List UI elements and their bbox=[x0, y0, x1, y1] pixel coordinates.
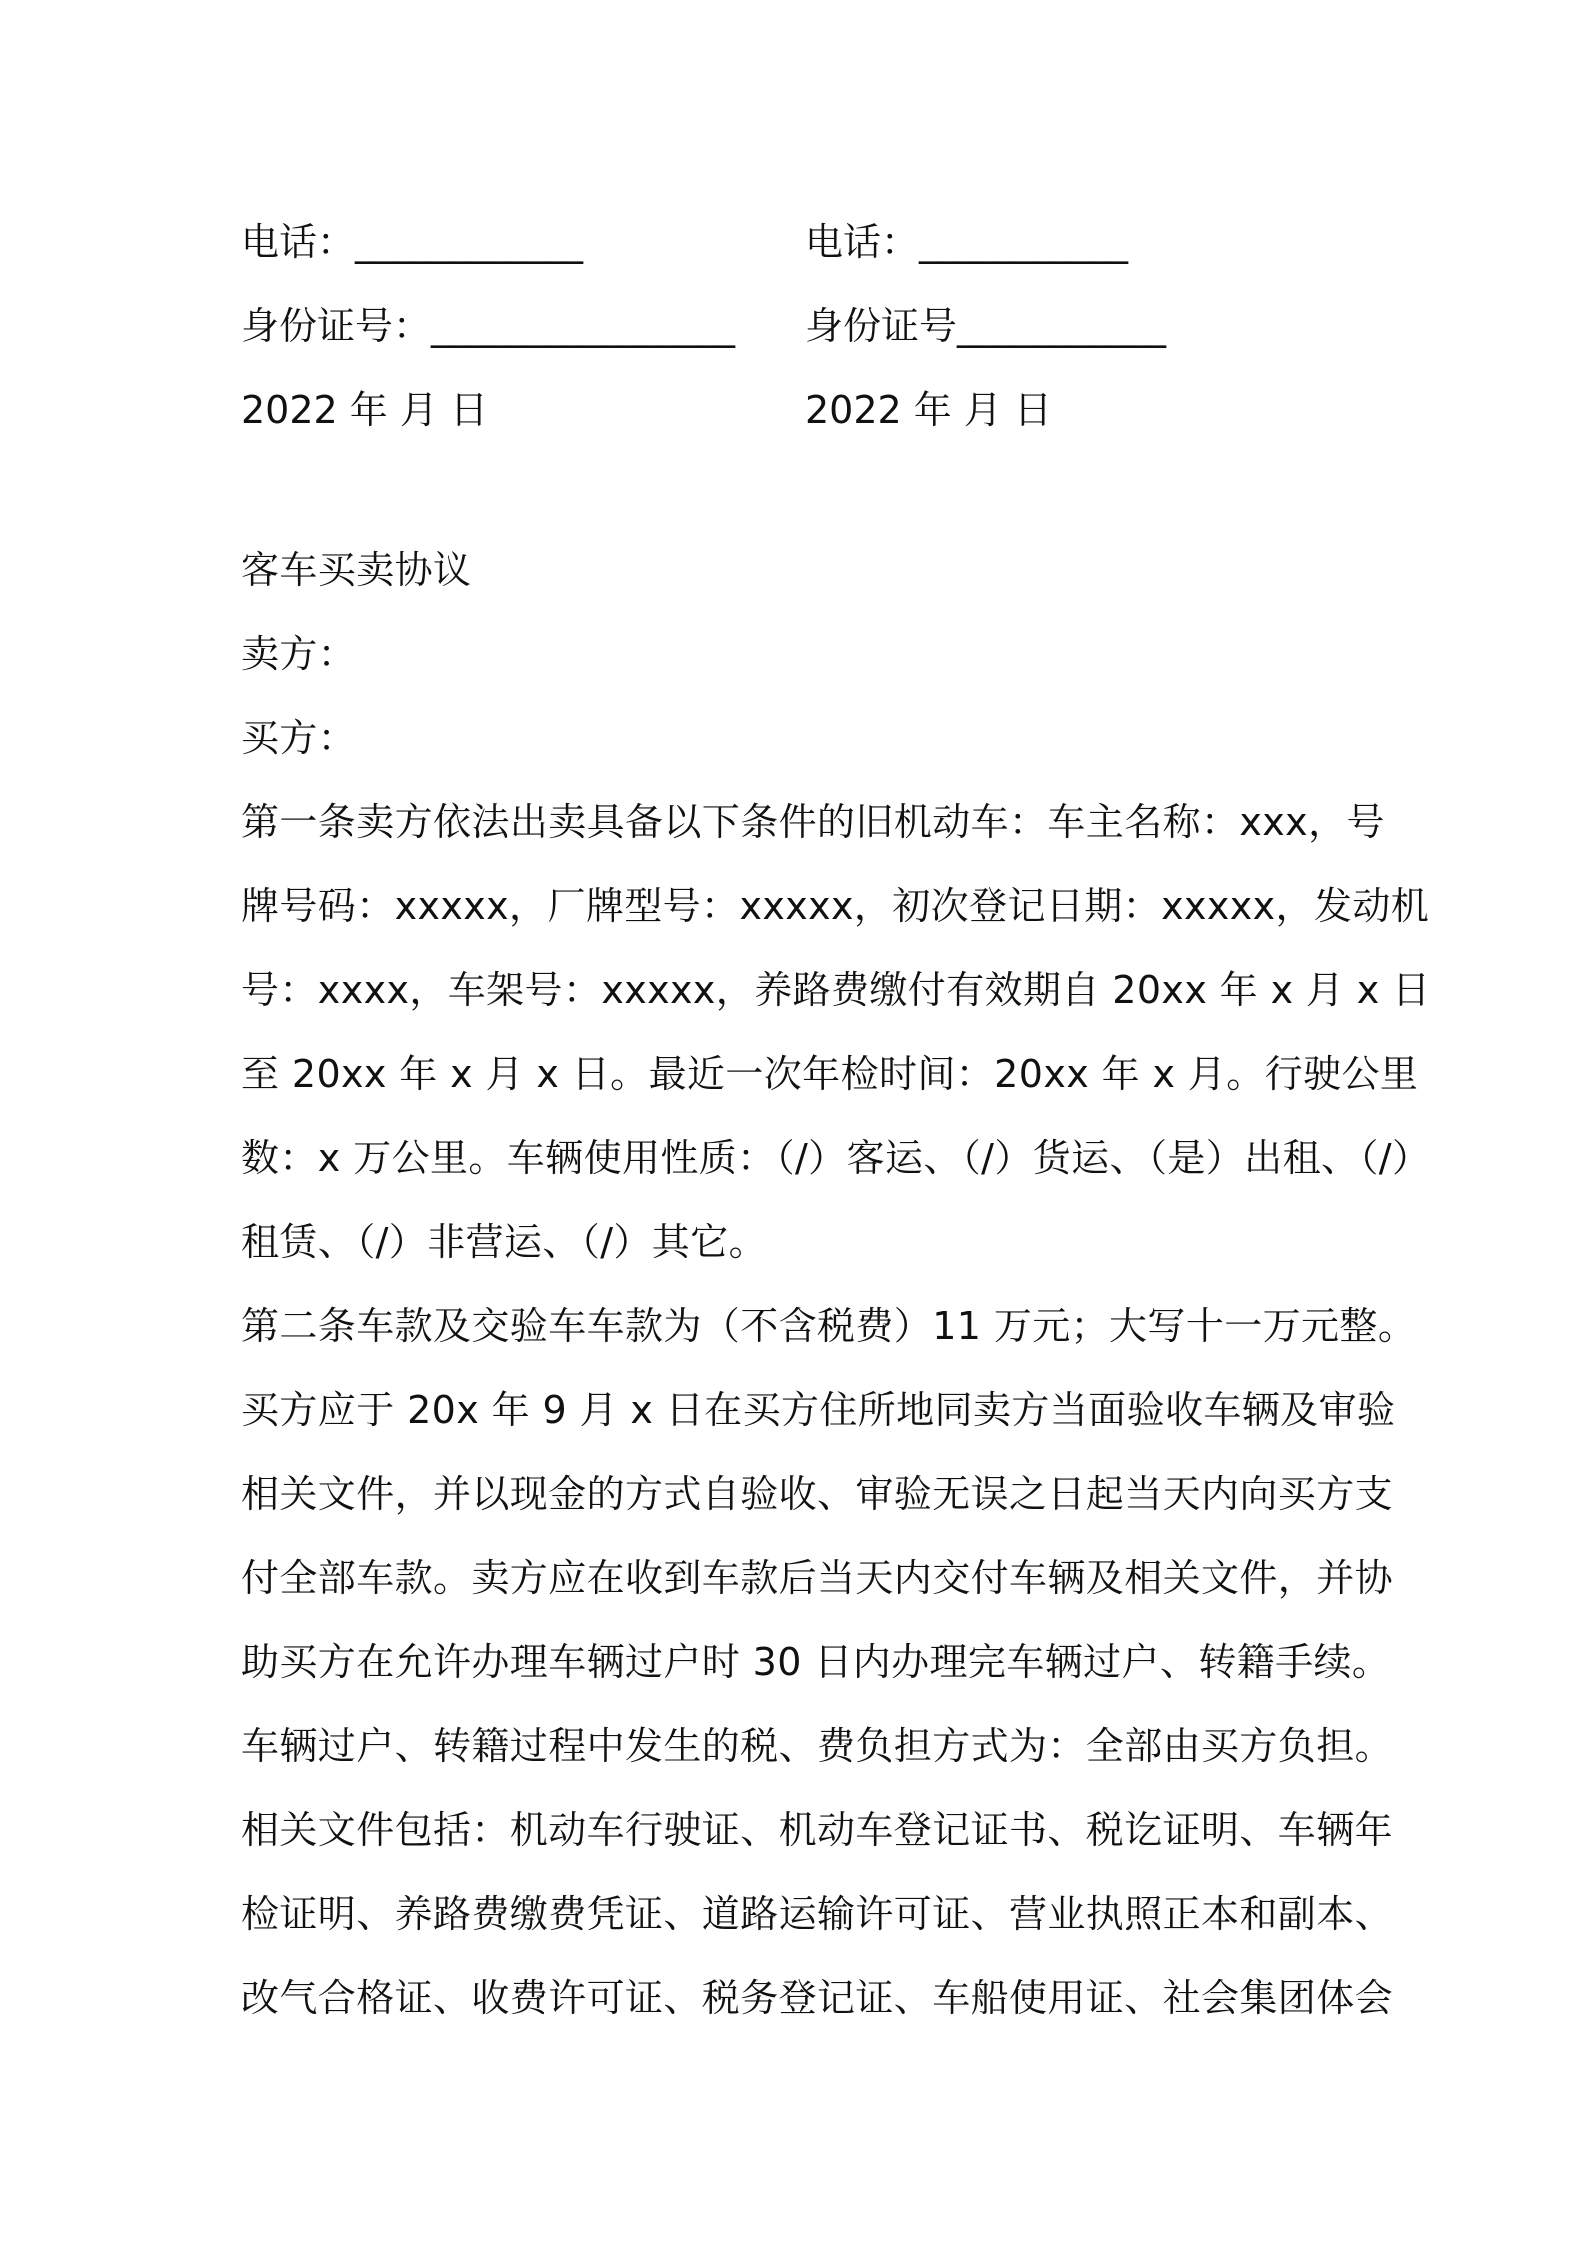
article-1-line: 租赁、（/）非营运、（/）其它。 bbox=[241, 1220, 768, 1264]
id-number-row bbox=[241, 280, 1391, 364]
seller-id-field: 身份证号：________________ bbox=[241, 303, 736, 348]
article-2-line: 助买方在允许办理车辆过户时 30 日内办理完车辆过户、转籍手续。 bbox=[241, 1640, 1391, 1684]
article-2-line: 检证明、养路费缴费凭证、道路运输许可证、营业执照正本和副本、 bbox=[241, 1892, 1394, 1936]
seller-line: 卖方： bbox=[241, 632, 357, 676]
buyer-date-field: 2022 年 月 日 bbox=[805, 387, 1052, 432]
signature-block bbox=[241, 196, 1391, 448]
article-1-line: 第一条卖方依法出卖具备以下条件的旧机动车：车主名称：xxx，号 bbox=[241, 800, 1385, 844]
article-1-line: 至 20xx 年 x 月 x 日。最近一次年检时间：20xx 年 x 月。行驶公里 bbox=[241, 1052, 1419, 1096]
article-2-line: 买方应于 20x 年 9 月 x 日在买方住所地同卖方当面验收车辆及审验 bbox=[241, 1388, 1396, 1432]
article-2-line: 车辆过户、转籍过程中发生的税、费负担方式为：全部由买方负担。 bbox=[241, 1724, 1394, 1768]
phone-row bbox=[241, 196, 1391, 280]
article-1-line: 数：x 万公里。车辆使用性质：（/）客运、（/）货运、（是）出租、（/） bbox=[241, 1136, 1431, 1180]
seller-date-field: 2022 年 月 日 bbox=[241, 387, 488, 432]
article-1-line: 牌号码：xxxxx，厂牌型号：xxxxx，初次登记日期：xxxxx，发动机 bbox=[241, 884, 1430, 928]
seller-phone-field: 电话：____________ bbox=[241, 219, 584, 264]
date-row bbox=[241, 364, 1391, 448]
article-1-line: 号：xxxx，车架号：xxxxx，养路费缴付有效期自 20xx 年 x 月 x 日 bbox=[241, 968, 1431, 1012]
buyer-line: 买方： bbox=[241, 716, 357, 760]
article-2-line: 相关文件包括：机动车行驶证、机动车登记证书、税讫证明、车辆年 bbox=[241, 1808, 1394, 1852]
buyer-phone-field: 电话：___________ bbox=[805, 219, 1129, 264]
buyer-id-field: 身份证号___________ bbox=[805, 303, 1167, 348]
contract-body bbox=[241, 528, 1431, 2040]
article-2-line: 第二条车款及交验车车款为（不含税费）11 万元；大写十一万元整。 bbox=[241, 1304, 1417, 1348]
article-2-line: 改气合格证、收费许可证、税务登记证、车船使用证、社会集团体会 bbox=[241, 1976, 1394, 2020]
article-2-line: 付全部车款。卖方应在收到车款后当天内交付车辆及相关文件，并协 bbox=[241, 1556, 1394, 1600]
article-2-line: 相关文件，并以现金的方式自验收、审验无误之日起当天内向买方支 bbox=[241, 1472, 1394, 1516]
document-title: 客车买卖协议 bbox=[241, 548, 472, 592]
